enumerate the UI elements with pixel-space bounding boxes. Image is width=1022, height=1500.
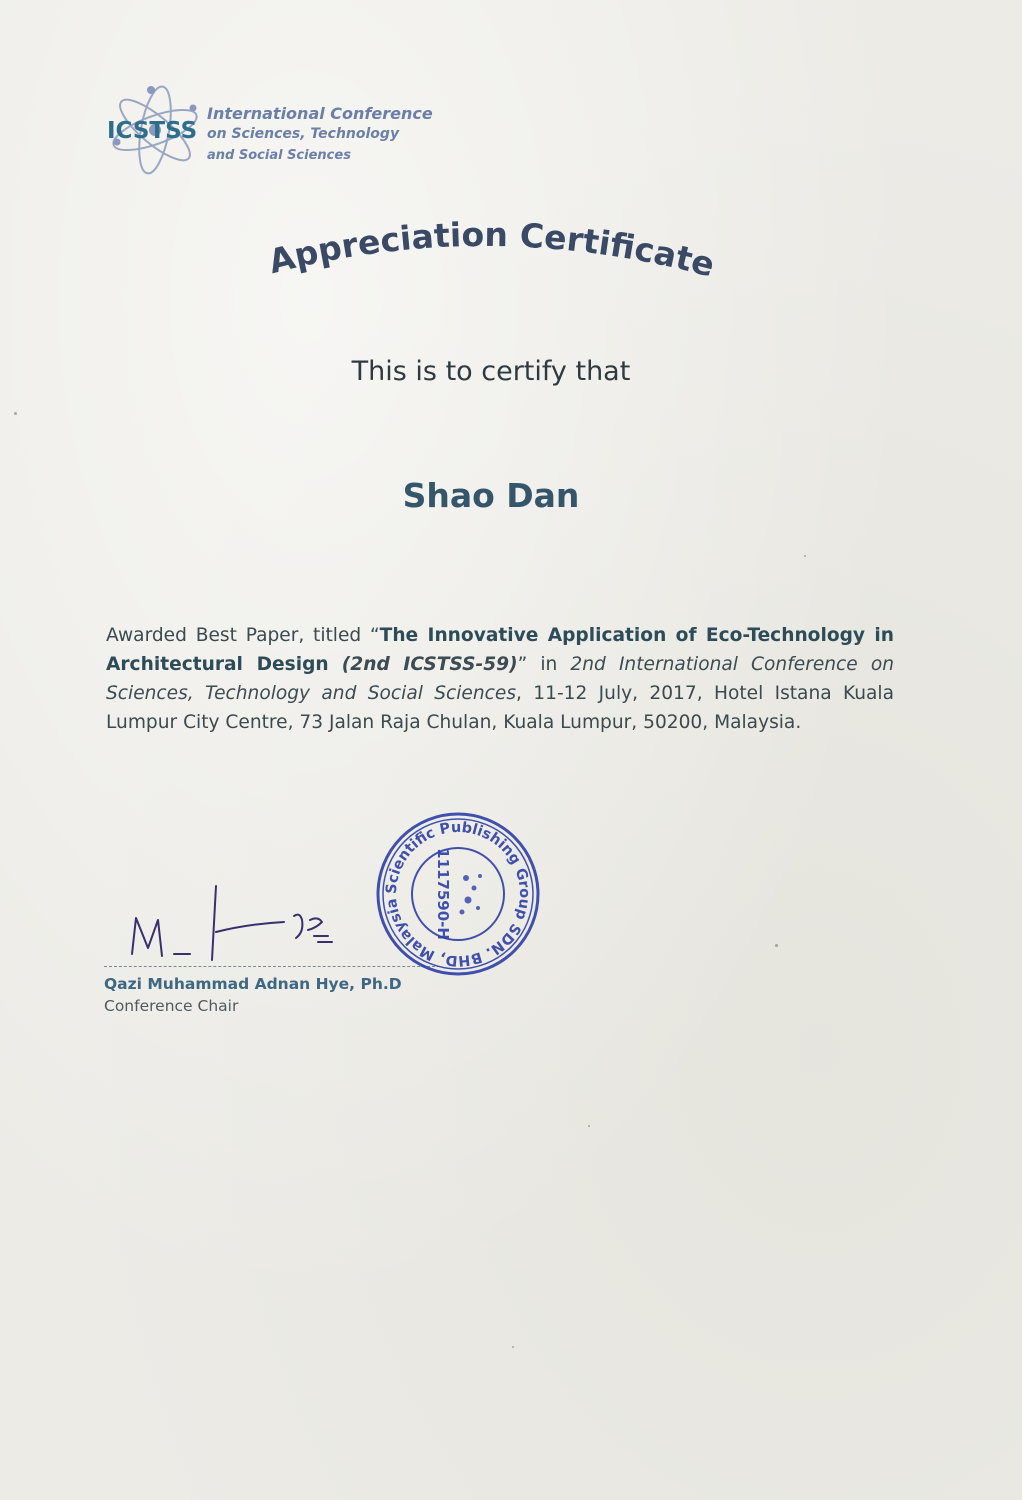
logo-wordmark <box>207 103 433 166</box>
paper-speck <box>804 555 806 557</box>
certificate-title <box>0 205 1022 315</box>
paper-speck <box>775 944 778 947</box>
signature-image <box>118 876 368 966</box>
logo-acronym: ICSTSS <box>107 118 198 144</box>
paper-code: (2nd ICSTSS-59) <box>341 654 518 675</box>
paper-speck <box>512 1346 514 1348</box>
paper-speck <box>588 1125 590 1127</box>
certify-intro: This is to certify that <box>351 356 631 387</box>
conference-name: 2nd International Conference on Sciences, Technology and Social Sciences <box>106 654 894 704</box>
logo-line-3: and Social Sciences <box>207 148 351 163</box>
award-description <box>106 621 894 737</box>
award-suffix: , 11-12 July, 2017, Hotel Istana Kuala Lumpur City Centre, 73 Jalan Raja Chulan, Kuala Lumpur, 50200, Malaysia. <box>106 683 894 733</box>
signer-name: Qazi Muhammad Adnan Hye, Ph.D <box>104 975 402 993</box>
award-mid: ” in <box>517 654 571 675</box>
official-stamp <box>372 808 544 980</box>
conference-logo <box>105 78 465 188</box>
svg-text:Scientific Publishing Group SD: Scientific Publishing Group SDN. BHD, Malaysia <box>383 819 533 969</box>
award-prefix: Awarded Best Paper, titled “ <box>106 625 380 646</box>
recipient-name: Shao Dan <box>402 476 580 515</box>
logo-line-2: on Sciences, Technology <box>207 126 400 142</box>
paper-title: The Innovative Application of Eco-Technology in Architectural Design <box>106 625 895 675</box>
certificate-title-text: Appreciation Certificate <box>264 214 719 285</box>
paper-speck <box>14 412 17 415</box>
logo-line-1: International Conference <box>207 104 433 123</box>
svg-text:Appreciation Certificate <box>265 215 719 285</box>
svg-text:1117590-H: 1117590-H <box>434 848 452 940</box>
signer-role: Conference Chair <box>104 997 239 1015</box>
